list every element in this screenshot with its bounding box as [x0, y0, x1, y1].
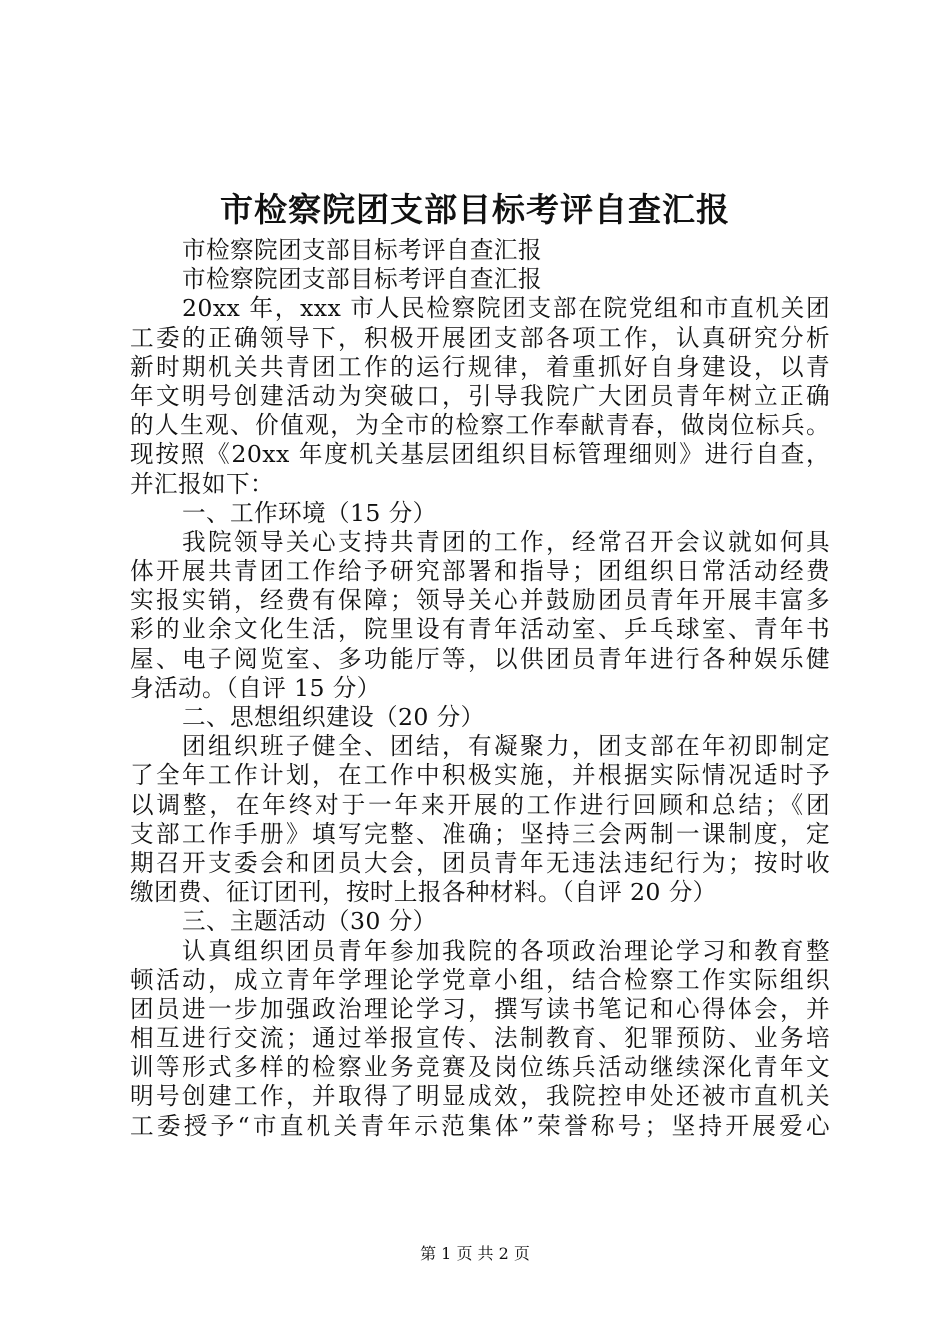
text-line: 三、主题活动（30 分）: [182, 907, 437, 936]
text-line: 工委的正确领导下，积极开展团支部各项工作，认真研究分析: [130, 323, 830, 352]
text-line: 体开展共青团工作给予研究部署和指导；团组织日常活动经费: [130, 557, 830, 586]
text-line: 以调整，在年终对于一年来开展的工作进行回顾和总结；《团: [130, 790, 830, 819]
text-line: 一、工作环境（15 分）: [182, 498, 437, 527]
text-line: 彩的业余文化生活，院里设有青年活动室、乒乓球室、青年书: [130, 615, 830, 644]
text-line: 二、思想组织建设（20 分）: [182, 703, 485, 731]
text-line: 明号创建工作，并取得了明显成效，我院控申处还被市直机关: [130, 1082, 830, 1111]
text-line: 20xx 年，xxx 市人民检察院团支部在院党组和市直机关团: [182, 294, 830, 323]
text-line: 相互进行交流；通过举报宣传、法制教育、犯罪预防、业务培: [130, 1024, 830, 1053]
document-body: [130, 236, 830, 1141]
text-line: 训等形式多样的检察业务竞赛及岗位练兵活动继续深化青年文: [130, 1053, 830, 1082]
text-line: 我院领导关心支持共青团的工作，经常召开会议就如何具: [182, 527, 830, 556]
text-line: 支部工作手册》填写完整、准确；坚持三会两制一课制度，定: [130, 819, 830, 848]
text-line: 现按照《20xx 年度机关基层团组织目标管理细则》进行自查，: [130, 440, 830, 469]
text-line: 市检察院团支部目标考评自查汇报: [182, 236, 542, 264]
text-line: 认真组织团员青年参加我院的各项政治理论学习和教育整: [182, 936, 830, 965]
text-line: 新时期机关共青团工作的运行规律，着重抓好自身建设，以青: [130, 352, 830, 381]
text-line: 团员进一步加强政治理论学习，撰写读书笔记和心得体会，并: [130, 994, 830, 1023]
text-line: 实报实销，经费有保障；领导关心并鼓励团员青年开展丰富多: [130, 586, 830, 615]
text-line: 工委授予“市直机关青年示范集体”荣誉称号；坚持开展爱心: [130, 1111, 830, 1140]
text-line: 身活动。（自评 15 分）: [130, 673, 381, 702]
text-line: 期召开支委会和团员大会，团员青年无违法违纪行为；按时收: [130, 848, 830, 877]
text-line: 的人生观、价值观，为全市的检察工作奉献青春，做岗位标兵。: [130, 411, 830, 440]
text-line: 市检察院团支部目标考评自查汇报: [182, 265, 542, 294]
text-line: 缴团费、征订团刊，按时上报各种材料。（自评 20 分）: [130, 878, 717, 907]
text-line: 年文明号创建活动为突破口，引导我院广大团员青年树立正确: [130, 381, 830, 410]
text-line: 了全年工作计划，在工作中积极实施，并根据实际情况适时予: [130, 761, 830, 790]
text-line: 团组织班子健全、团结，有凝聚力，团支部在年初即制定: [182, 732, 830, 761]
page-footer: 第 1 页 共 2 页: [420, 1244, 530, 1263]
text-line: 屋、电子阅览室、多功能厅等，以供团员青年进行各种娱乐健: [130, 644, 830, 673]
text-line: 顿活动，成立青年学理论学党章小组，结合检察工作实际组织: [130, 965, 830, 994]
document-title: 市检察院团支部目标考评自查汇报: [220, 190, 730, 229]
text-line: 并汇报如下：: [130, 469, 274, 498]
